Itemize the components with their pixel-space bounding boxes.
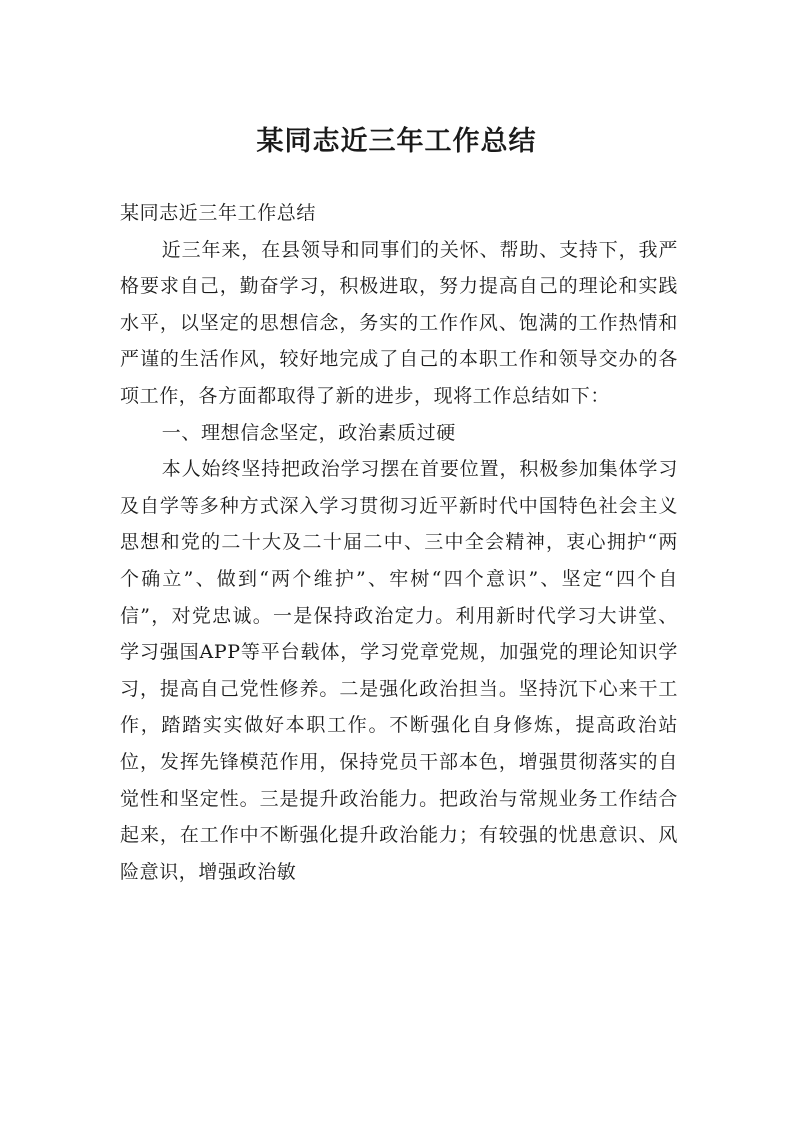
section-heading-1: 一、理想信念坚定，政治素质过硬 — [161, 421, 456, 444]
document-subtitle: 某同志近三年工作总结 — [120, 202, 317, 224]
paragraph-intro: 近三年来，在县领导和同事们的关怀、帮助、支持下，我严格要求自己，勤奋学习，积极进取，努力提高自己的理论和实践水平，以坚定的思想信念，务实的工作作风、饱满的工作热情和严谨的生活作风，较好地完成了自己的本职工作和领导交办的各项工作，各方面都取得了新的进步，现将工作总结如下： — [120, 238, 678, 407]
document-title: 某同志近三年工作总结 — [256, 126, 537, 157]
document-body — [120, 195, 678, 890]
paragraph-section-1: 本人始终坚持把政治学习摆在首要位置，积极参加集体学习及自学等多种方式深入学习贯彻习近平新时代中国特色社会主义思想和党的二十大及二十届二中、三中全会精神，衷心拥护“两个确立”、做到“两个维护”、牢树“四个意识”、坚定“四个自信”，对党忠诚。一是保持政治定力。利用新时代学习大讲堂、学习强国APP等平台载体，学习党章党规，加强党的理论知识学习，提高自己党性修养。二是强化政治担当。坚持沉下心来干工作，踏踏实实做好本职工作。不断强化自身修炼，提高政治站位，发挥先锋模范作用，保持党员干部本色，增强贯彻落实的自觉性和坚定性。三是提升政治能力。把政治与常规业务工作结合起来，在工作中不断强化提升政治能力；有较强的忧患意识、风险意识，增强政治敏 — [120, 458, 678, 883]
